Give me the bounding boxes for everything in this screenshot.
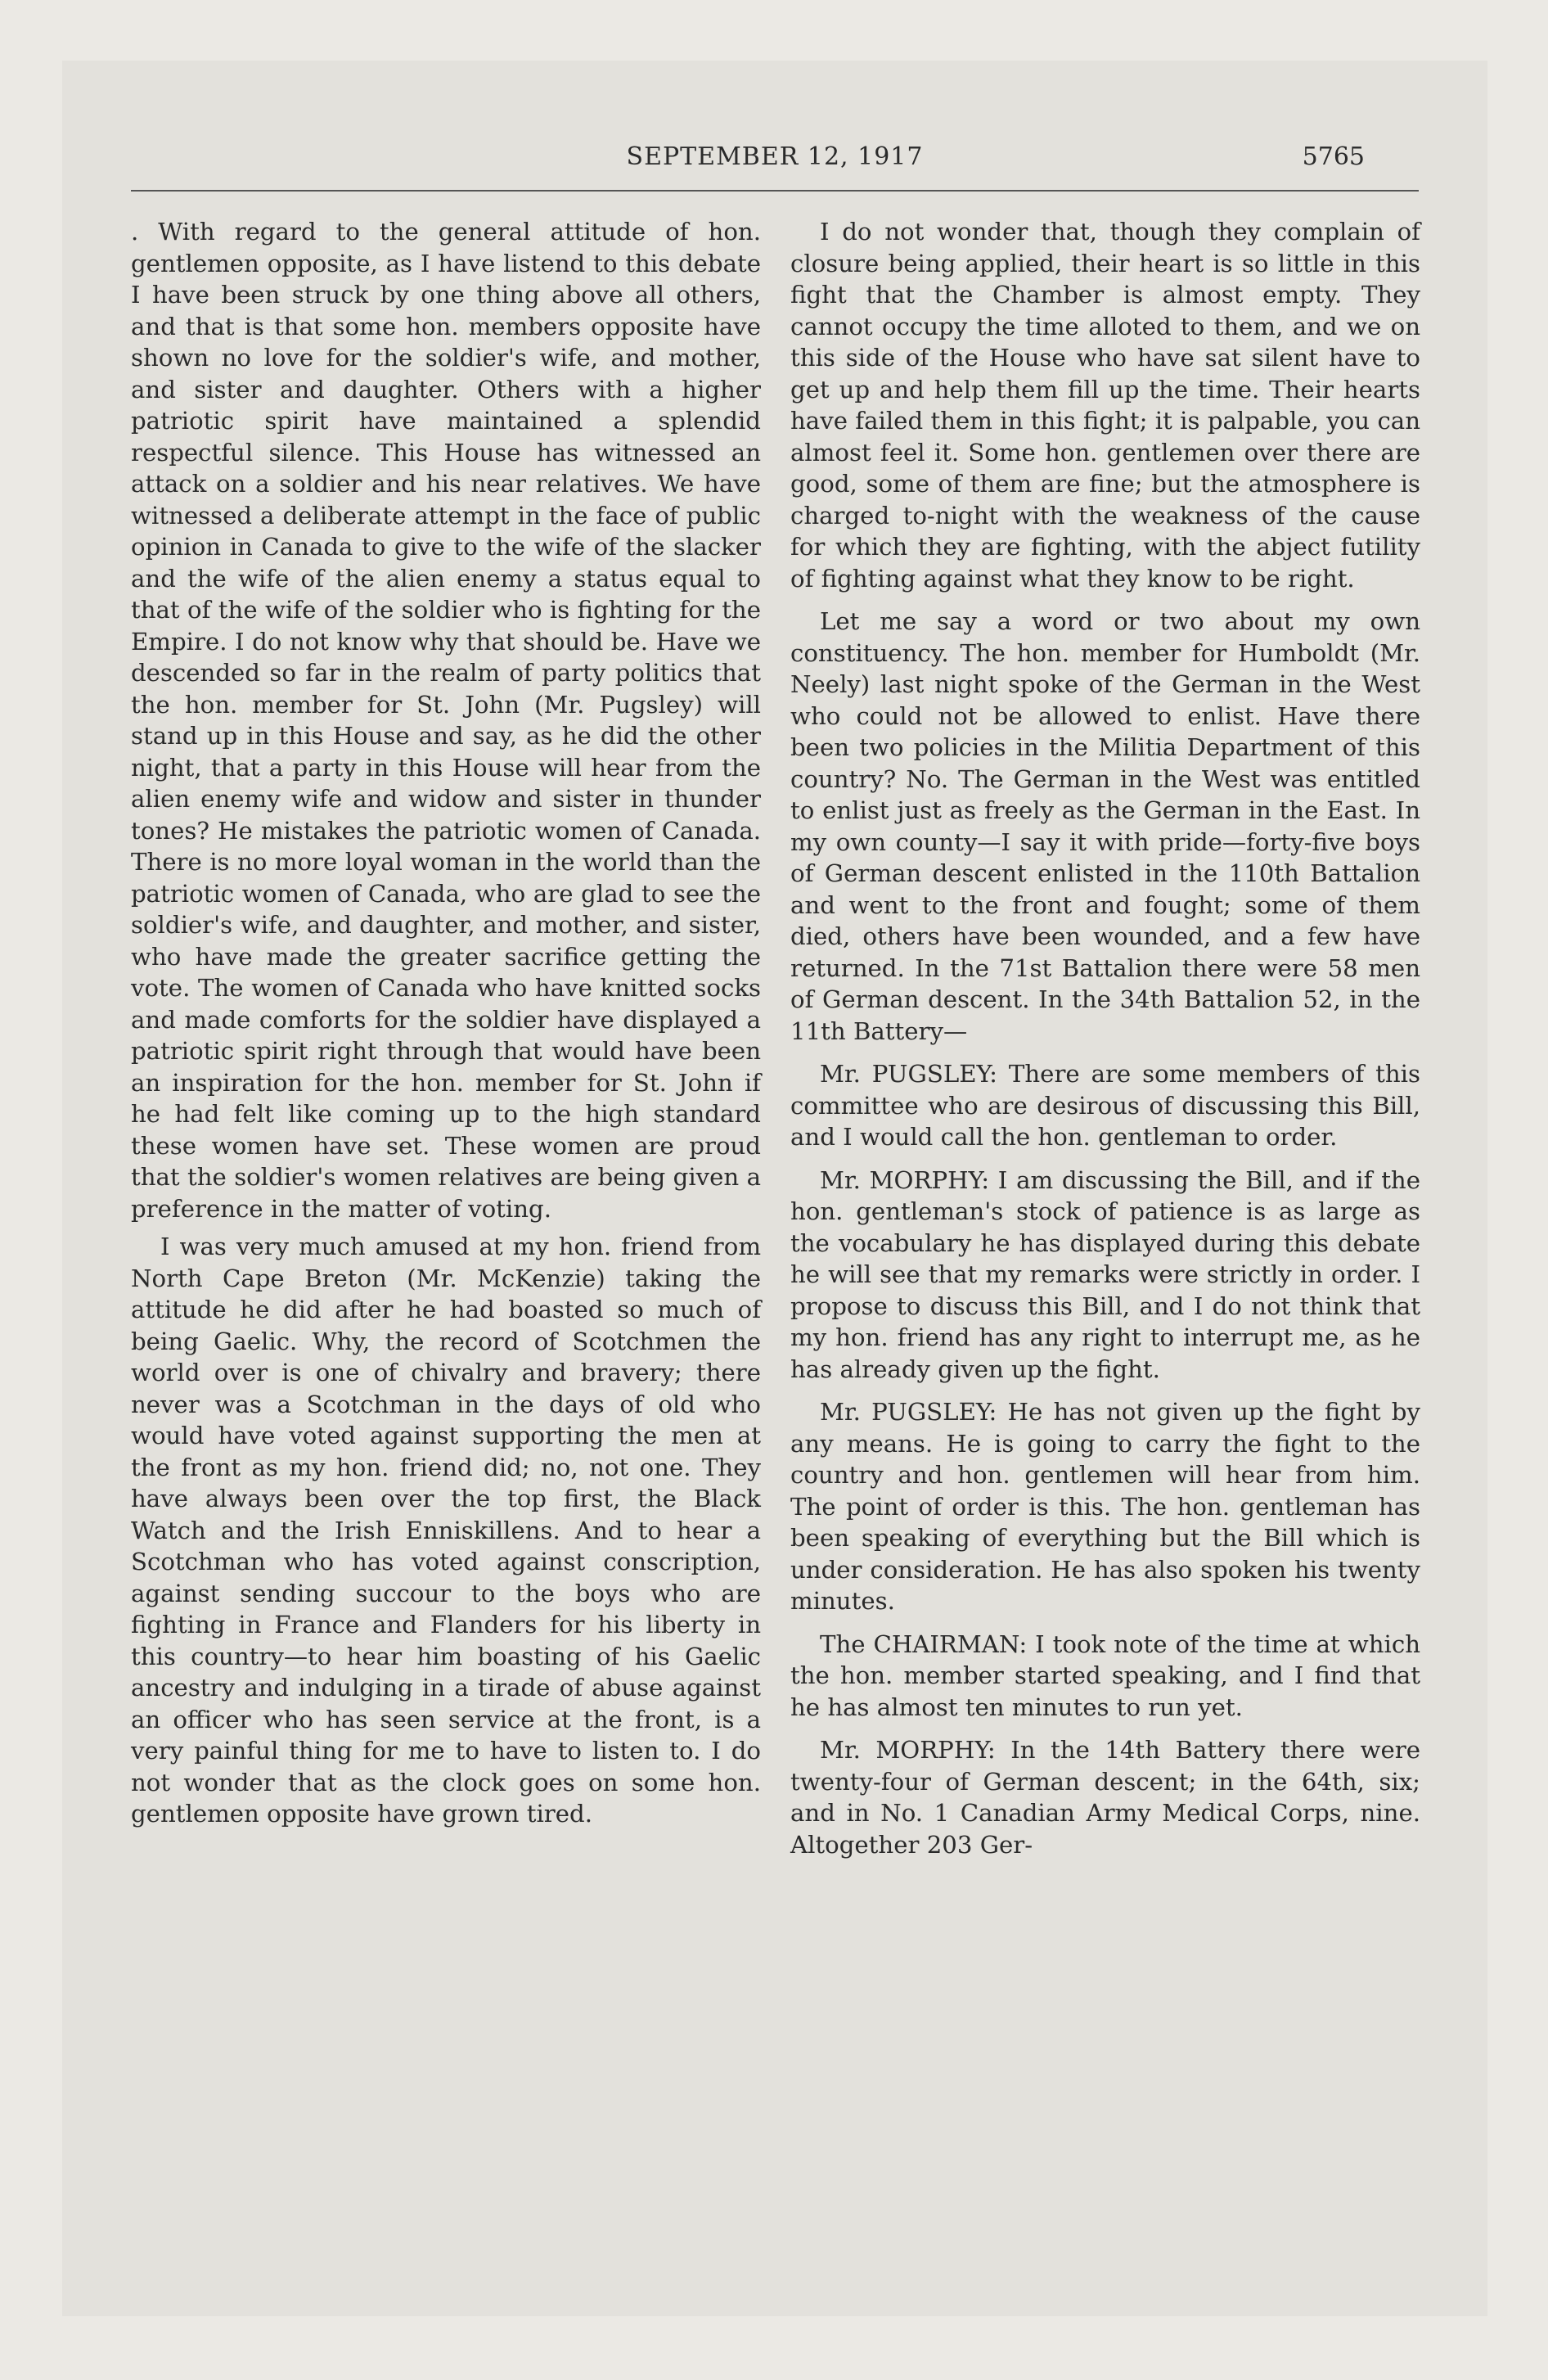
right-column — [790, 216, 1420, 1867]
paragraph: The CHAIRMAN: I took note of the time at which the hon. member started speaking, and I find that he has almost ten minutes to run yet. — [790, 1629, 1420, 1721]
header-rule — [131, 190, 1419, 192]
paragraph: I do not wonder that, though they complain of closure being applied, their heart is so little in this fight that the Chamber is almost empty. They cannot occupy the time alloted to them, and we on this side of the House who have sat silent have to get up and help them fill up the time. Their hearts have failed them in this fight; it is palpable, you can almost feel it. Some hon. gentlemen over there are good, some of them are fine; but the atmosphere is charged to-night with the weakness of the cause for which they are fighting, with the abject futility of fighting against what they know to be right. — [790, 218, 1420, 593]
paragraph: Mr. MORPHY: I am discussing the Bill, and if the hon. gentleman's stock of patience is as large as the vocabulary he has displayed during this debate he will see that my remarks were strictly in order. I propose to discuss this Bill, and I do not think that my hon. friend has any right to interrupt me, as he has already given up the fight. — [790, 1165, 1420, 1383]
page-header — [62, 142, 1487, 183]
left-column — [131, 216, 761, 1837]
header-date: SEPTEMBER 12, 1917 — [626, 142, 924, 171]
paragraph: . With regard to the general attitude of hon. gentlemen opposite, as I have listend to this debate I have been struck by one thing above all others, and that is that some hon. members opposite have shown no love for the soldier's wife, and mother, and sister and daughter. Others with a higher patriotic spirit have maintained a splendid respectful silence. This House has witnessed an attack on a soldier and his near relatives. We have witnessed a deliberate attempt in the face of public opinion in Canada to give to the wife of the slacker and the wife of the alien enemy a status equal to that of the wife of the soldier who is fighting for the Empire. I do not know why that should be. Have we descended so far in the realm of party politics that the hon. member for St. John (Mr. Pugsley) will stand up in this House and say, as he did the other night, that a party in this House will hear from the alien enemy wife and widow and sister in thunder tones? He mistakes the patriotic women of Canada. There is no more loyal woman in the world than the patriotic women of Canada, who are glad to see the soldier's wife, and daughter, and mother, and sister, who have made the greater sacrifice getting the vote. The women of Canada who have knitted socks and made comforts for the soldier have displayed a patriotic spirit right through that would have been an inspiration for the hon. member for St. John if he had felt like coming up to the high standard these women have set. These women are proud that the soldier's women relatives are being given a preference in the matter of voting. — [131, 218, 761, 1223]
paragraph: Mr. MORPHY: In the 14th Battery there were twenty-four of German descent; in the 64th, six; and in No. 1 Canadian Army Medical Corps, nine. Altogether 203 Ger- — [790, 1736, 1420, 1859]
paragraph: Let me say a word or two about my own constituency. The hon. member for Humboldt (Mr. Neely) last night spoke of the German in the West who could not be allowed to enlist. Have there been two policies in the Militia Department of this country? No. The German in the West was entitled to enlist just as freely as the German in the East. In my own county—I say it with pride—forty-five boys of German descent enlisted in the 110th Battalion and went to the front and fought; some of them died, others have been wounded, and a few have returned. In the 71st Battalion there were 58 men of German descent. In the 34th Battalion 52, in the 11th Battery— — [790, 607, 1420, 1045]
paragraph: I was very much amused at my hon. friend from North Cape Breton (Mr. McKenzie) taking the attitude he did after he had boasted so much of being Gaelic. Why, the record of Scotchmen the world over is one of chivalry and bravery; there never was a Scotchman in the days of old who would have voted against supporting the men at the front as my hon. friend did; no, not one. They have always been over the top first, the Black Watch and the Irish Enniskillens. And to hear a Scotchman who has voted against conscription, against sending succour to the boys who are fighting in France and Flanders for his liberty in this country—to hear him boasting of his Gaelic ancestry and indulging in a tirade of abuse against an officer who has seen service at the front, is a very painful thing for me to have to listen to. I do not wonder that as the clock goes on some hon. gentlemen opposite have grown tired. — [131, 1233, 761, 1828]
paragraph: Mr. PUGSLEY: There are some members of this committee who are desirous of discussing this Bill, and I would call the hon. gentleman to order. — [790, 1060, 1420, 1151]
paragraph: Mr. PUGSLEY: He has not given up the fight by any means. He is going to carry the fight to the country and hon. gentlemen will hear from him. The point of order is this. The hon. gentleman has been speaking of everything but the Bill which is under consideration. He has also spoken his twenty minutes. — [790, 1398, 1420, 1615]
page-number: 5765 — [1302, 142, 1365, 171]
page — [62, 61, 1487, 2316]
